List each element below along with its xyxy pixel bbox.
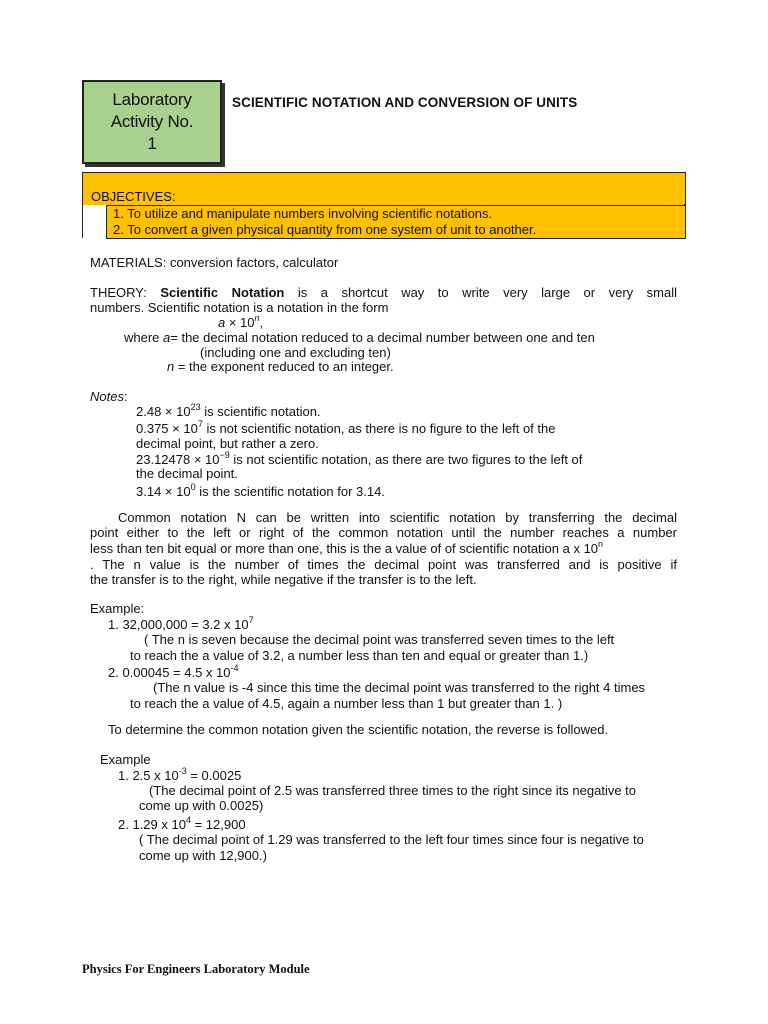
note-4-exp: 0	[190, 482, 196, 492]
theory-line-1	[90, 285, 677, 300]
form-var-a: a	[218, 315, 226, 330]
common-line-4: . The n value is the number of times the decimal point was transferred and is positive if	[90, 557, 677, 572]
note-3-exp: −9	[219, 450, 230, 460]
common-line-1: Common notation N can be written into scientific notation by transferring the decimal	[118, 510, 677, 525]
form-exp: n	[254, 313, 260, 323]
ex2-item2-post: = 12,900	[190, 817, 246, 832]
ex2-item2-exp: 4	[185, 815, 191, 825]
example-1-item-1-line-2: ( The n is seven because the decimal point was transferred seven times to the left	[144, 632, 615, 647]
objectives-heading: OBJECTIVES:	[91, 189, 176, 204]
example-1-item-2	[108, 665, 239, 680]
where-var-n: n	[167, 359, 175, 374]
reverse-line: To determine the common notation given the scientific notation, the reverse is followed.	[108, 722, 609, 737]
ex1-item1-base: 1. 32,000,000 = 3.2 x 10	[108, 617, 249, 632]
example-2-item-1	[118, 768, 241, 783]
note-4-text: is the scientific notation for 3.14.	[195, 484, 385, 499]
note-2-line-2: decimal point, but rather a zero.	[136, 436, 319, 451]
note-4-base: 3.14 × 10	[136, 484, 191, 499]
materials-line: MATERIALS: conversion factors, calculator	[90, 255, 339, 270]
ex1-item2-exp: -4	[230, 663, 239, 673]
form-end: ,	[259, 315, 264, 330]
ex1-item1-exp: 7	[248, 615, 254, 625]
note-1	[136, 404, 321, 419]
note-2-base: 0.375 × 10	[136, 421, 198, 436]
theory-where-2: (including one and excluding ten)	[200, 345, 391, 360]
page-title: SCIENTIFIC NOTATION AND CONVERSION OF UNITS	[232, 95, 578, 110]
theory-where-1	[124, 330, 595, 345]
note-1-text: is scientific notation.	[200, 404, 321, 419]
note-3-text: is not scientific notation, as there are two figures to the left of	[229, 452, 583, 467]
common-line-3-text: less than ten bit equal or more than one, this is the a value of of scientific notation a x 10	[90, 541, 599, 556]
ex2-item1-post: = 0.0025	[186, 768, 242, 783]
example-1-item-2-line-2: (The n value is -4 since this time the decimal point was transferred to the right 4 times	[153, 680, 646, 695]
note-3-line-2: the decimal point.	[136, 466, 238, 481]
theory-line-2: numbers. Scientific notation is a notation in the form	[90, 300, 389, 315]
example-2-item-2-line-2: ( The decimal point of 1.29 was transferred to the left four times since four is negative to	[139, 832, 644, 847]
objectives-left-rule	[82, 204, 83, 238]
theory-line-1-rest: is a shortcut way to write very large or very small	[284, 285, 677, 300]
example-1-item-1	[108, 617, 254, 632]
form-times: × 10	[225, 315, 255, 330]
note-2	[136, 421, 555, 436]
note-3-base: 23.12478 × 10	[136, 452, 220, 467]
ex1-item2-base: 2. 0.00045 = 4.5 x 10	[108, 665, 231, 680]
example-2-heading: Example	[100, 752, 151, 767]
example-heading: Example:	[90, 601, 145, 616]
ex2-item2-pre: 2. 1.29 x 10	[118, 817, 186, 832]
lab-line-3: 1	[147, 134, 157, 153]
ex2-item1-exp: -3	[178, 766, 187, 776]
theory-term: Scientific Notation	[160, 285, 285, 300]
common-line-3-exp: n	[598, 539, 604, 549]
objectives-list	[106, 205, 686, 239]
theory-where-3	[167, 359, 394, 374]
example-2-item-1-line-3: come up with 0.0025)	[139, 798, 264, 813]
example-1-item-2-line-3: to reach the a value of 4.5, again a number less than 1 but greater than 1. )	[130, 696, 563, 711]
note-2-exp: 7	[197, 419, 203, 429]
notes-heading-text: Notes	[90, 389, 124, 404]
note-1-exp: 23	[190, 402, 201, 412]
objective-item: 2. To convert a given physical quantity from one system of unit to another.	[113, 222, 537, 237]
note-3	[136, 452, 582, 467]
where-1-text: = the decimal notation reduced to a decimal number between one and ten	[170, 330, 595, 345]
where-3-text: = the exponent reduced to an integer.	[174, 359, 394, 374]
theory-form	[218, 315, 263, 330]
lab-line-1: Laboratory	[112, 90, 192, 109]
page-footer: Physics For Engineers Laboratory Module	[82, 962, 310, 976]
where-var-a: a	[163, 330, 171, 345]
note-1-base: 2.48 × 10	[136, 404, 191, 419]
notes-colon: :	[123, 389, 128, 404]
example-2-item-2-line-3: come up with 12,900.)	[139, 848, 267, 863]
lab-activity-box	[82, 80, 222, 164]
example-1-item-1-line-3: to reach the a value of 3.2, a number less than ten and equal or greater than 1.)	[130, 648, 589, 663]
ex2-item1-pre: 1. 2.5 x 10	[118, 768, 179, 783]
example-2-item-2	[118, 817, 246, 832]
notes-heading	[90, 389, 128, 404]
note-2-text: is not scientific notation, as there is no figure to the left of the	[202, 421, 556, 436]
note-4	[136, 484, 385, 499]
example-2-item-1-line-2: (The decimal point of 2.5 was transferred three times to the right since its negative to	[149, 783, 637, 798]
objective-item: 1. To utilize and manipulate numbers involving scientific notations.	[113, 206, 493, 221]
common-line-2: point either to the left or right of the common notation until the number reaches a number	[90, 525, 677, 540]
common-line-3	[90, 541, 603, 556]
objectives-header	[82, 172, 686, 205]
common-line-5: the transfer is to the right, while negative if the transfer is to the left.	[90, 572, 477, 587]
theory-prefix: THEORY:	[90, 285, 161, 300]
where-pre: where	[124, 330, 164, 345]
lab-line-2: Activity No.	[110, 112, 194, 131]
